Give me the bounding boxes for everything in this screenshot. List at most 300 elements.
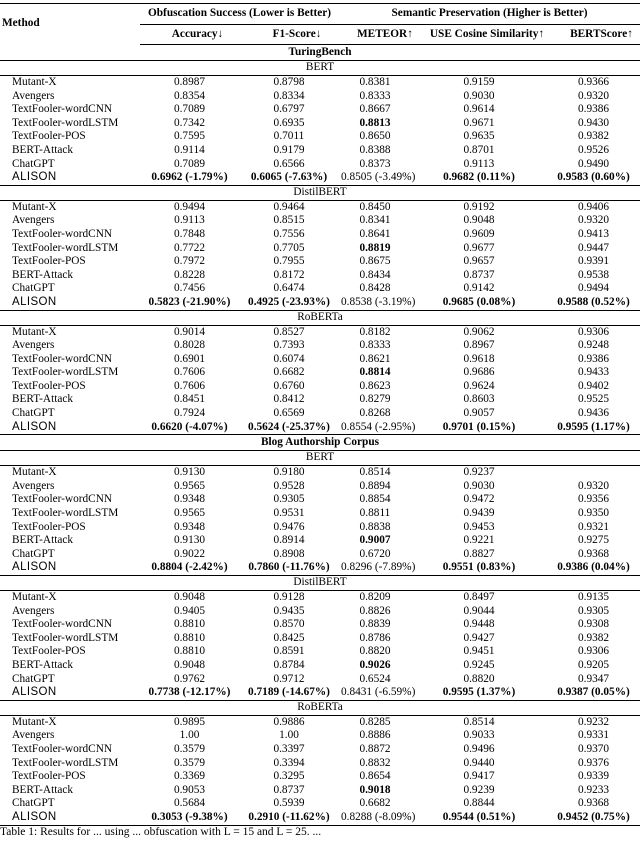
table-row <box>0 255 640 269</box>
metric-cell: 0.8839 <box>359 618 391 631</box>
metric-cell: 0.8209 <box>359 591 391 603</box>
table-row <box>0 171 640 185</box>
metric-cell: 0.7722 <box>173 241 206 254</box>
method-name: Mutant-X <box>12 325 57 338</box>
metric-cell: 0.8514 <box>463 715 495 728</box>
metric-cell: 0.8650 <box>359 130 391 143</box>
model-name: DistilBERT <box>0 576 640 591</box>
metric-cell: 0.9135 <box>577 591 610 603</box>
metric-cell <box>239 561 339 575</box>
table-row <box>0 158 640 172</box>
table-row <box>0 466 640 480</box>
metric-cell: 0.8354 <box>173 89 206 102</box>
metric-cell: 0.6569 <box>273 407 305 420</box>
metric-cell: 0.9618 <box>463 352 495 365</box>
metric-cell: 0.9142 <box>463 282 495 295</box>
metric-cell <box>547 811 640 825</box>
metric-cell: 1.00 <box>179 729 200 742</box>
best-value: 0.3053 (-9.38%) <box>151 810 228 823</box>
metric-cell: 0.9382 <box>577 130 610 143</box>
model-name: RoBERTa <box>0 700 640 715</box>
metric-cell: 0.8570 <box>273 618 305 631</box>
table-row <box>0 548 640 562</box>
metric-cell: 0.8296 (-7.89%) <box>339 561 411 575</box>
metric-cell: 0.3397 <box>273 742 305 755</box>
metric-cell: 0.9406 <box>577 200 610 213</box>
metric-cell <box>140 421 239 435</box>
table-row <box>0 521 640 535</box>
metric-cell: 0.8811 <box>359 507 391 520</box>
metric-cell: 0.8172 <box>273 268 305 281</box>
metric-cell: 0.8515 <box>273 214 305 227</box>
model-header-row <box>0 185 640 200</box>
metric-cell <box>411 171 547 185</box>
model-header-row <box>0 310 640 325</box>
best-value: 0.9588 (0.52%) <box>557 295 630 308</box>
metric-cell: 0.8798 <box>273 76 305 88</box>
metric-cell: 0.9386 <box>577 352 610 365</box>
method-header: Method <box>2 17 40 30</box>
table-row <box>0 366 640 380</box>
results-table <box>0 4 640 826</box>
metric-cell: 0.9635 <box>463 130 495 143</box>
best-value: 0.8813 <box>359 116 391 129</box>
dataset-name: TuringBench <box>0 45 640 61</box>
metric-cell: 0.6682 <box>359 797 391 810</box>
metric-cell: 0.8431 (-6.59%) <box>339 686 411 700</box>
metric-cell: 0.8914 <box>273 534 305 547</box>
metric-cell: 0.9305 <box>273 493 305 506</box>
metric-cell: 0.9331 <box>577 729 610 742</box>
best-value: 0.9007 <box>359 534 391 547</box>
metric-cell: 0.8886 <box>359 729 391 742</box>
metric-cell: 0.9339 <box>577 770 610 783</box>
metric-cell: 0.8667 <box>359 103 391 116</box>
metric-cell: 0.7972 <box>173 255 206 268</box>
metric-cell: 0.7556 <box>273 227 305 240</box>
table-row <box>0 353 640 367</box>
metric-cell: 0.9439 <box>463 507 495 520</box>
metric-cell: 0.9686 <box>463 366 495 379</box>
metric-cell: 0.8603 <box>463 393 495 406</box>
table-row <box>0 743 640 757</box>
metric-cell: 0.8810 <box>173 631 206 644</box>
metric-cell: 0.9128 <box>273 591 305 603</box>
metric-cell: 0.9113 <box>174 214 205 227</box>
method-name: Mutant-X <box>12 200 57 213</box>
metric-cell: 0.9114 <box>174 143 205 156</box>
table-row <box>0 144 640 158</box>
metric-cell: 0.9275 <box>577 534 610 547</box>
metric-cell: 0.9048 <box>463 214 495 227</box>
metric-cell: 0.8279 <box>359 393 391 406</box>
table-row <box>0 507 640 521</box>
metric-cell: 0.9366 <box>577 76 610 88</box>
method-name: TextFooler-wordLSTM <box>12 116 119 129</box>
table-row <box>0 90 640 104</box>
best-value: 0.9701 (0.15%) <box>442 420 516 433</box>
best-value: 0.9595 (1.17%) <box>557 420 630 433</box>
metric-cell: 0.9391 <box>577 255 610 268</box>
metric-cell <box>239 811 339 825</box>
method-name: ChatGPT <box>12 797 55 810</box>
metric-cell: 0.7393 <box>273 339 305 352</box>
model-name: DistilBERT <box>0 185 640 200</box>
metric-header-accuracy: Accuracy↓ <box>140 25 239 45</box>
metric-cell: 0.7011 <box>273 130 305 143</box>
metric-cell: 0.3579 <box>173 742 206 755</box>
metric-cell: 0.9886 <box>273 715 305 728</box>
metric-cell: 0.5684 <box>173 797 206 810</box>
metric-cell <box>339 117 411 131</box>
dataset-name: Blog Authorship Corpus <box>0 435 640 451</box>
semantic-group-header: Semantic Preservation (Higher is Better) <box>339 4 640 25</box>
method-name: TextFooler-POS <box>12 770 86 783</box>
best-value: 0.5823 (-21.90%) <box>148 295 231 308</box>
metric-cell: 0.9405 <box>173 604 206 617</box>
metric-cell: 0.9895 <box>173 715 206 728</box>
metric-cell: 0.9306 <box>577 645 610 658</box>
table-row <box>0 591 640 605</box>
method-name: BERT-Attack <box>12 534 74 547</box>
metric-cell: 0.8810 <box>173 645 206 658</box>
metric-cell: 0.9417 <box>463 770 495 783</box>
metric-cell: 0.9053 <box>173 783 206 796</box>
best-value: 0.9018 <box>359 783 391 796</box>
metric-cell: 0.8285 <box>359 715 391 728</box>
metric-cell: 0.8737 <box>463 268 495 281</box>
table-row <box>0 282 640 296</box>
metric-cell: 0.9320 <box>577 479 610 492</box>
best-value: 0.9595 (1.37%) <box>442 686 516 699</box>
method-name: TextFooler-POS <box>12 255 86 268</box>
best-value: 0.7738 (-12.17%) <box>148 686 231 699</box>
metric-cell: 0.7089 <box>173 157 206 170</box>
method-name: ChatGPT <box>12 157 55 170</box>
metric-cell: 0.8334 <box>273 89 305 102</box>
metric-cell: 0.7595 <box>173 130 206 143</box>
method-name: TextFooler-wordLSTM <box>12 756 119 769</box>
table-row <box>0 325 640 339</box>
metric-cell: 0.8675 <box>359 255 391 268</box>
metric-cell: 0.8872 <box>359 742 391 755</box>
metric-cell: 0.9440 <box>463 756 495 769</box>
method-name: BERT-Attack <box>12 268 74 281</box>
metric-cell: 0.6474 <box>273 282 305 295</box>
metric-cell <box>547 421 640 435</box>
best-value: 0.6962 (-1.79%) <box>151 171 228 184</box>
metric-cell: 0.6797 <box>273 103 305 116</box>
metric-cell: 0.9030 <box>463 89 495 102</box>
metric-cell: 0.8621 <box>359 352 391 365</box>
method-name: ALISON <box>0 296 140 310</box>
metric-cell: 0.9538 <box>577 268 610 281</box>
model-header-row <box>0 61 640 76</box>
metric-cell: 0.8844 <box>463 797 495 810</box>
best-value: 0.9544 (0.51%) <box>442 810 516 823</box>
metric-cell: 0.9239 <box>463 783 495 796</box>
table-row <box>0 645 640 659</box>
metric-cell: 0.9624 <box>463 379 495 392</box>
best-value: 0.7860 (-11.76%) <box>248 561 330 574</box>
best-value: 0.9551 (0.83%) <box>442 561 516 574</box>
method-name: Mutant-X <box>12 466 57 479</box>
metric-header-use: USE Cosine Similarity↑ <box>411 25 547 45</box>
best-value: 0.9682 (0.11%) <box>443 171 515 184</box>
metric-cell: 0.9320 <box>577 89 610 102</box>
table-row <box>0 757 640 771</box>
best-value: 0.9452 (0.75%) <box>557 810 630 823</box>
model-name: BERT <box>0 61 640 76</box>
metric-cell: 0.9376 <box>577 756 610 769</box>
table-row <box>0 561 640 575</box>
model-header-row <box>0 576 640 591</box>
metric-cell: 0.6682 <box>273 366 305 379</box>
method-name: BERT-Attack <box>12 143 74 156</box>
table-row <box>0 686 640 700</box>
metric-cell: 0.9762 <box>173 672 206 685</box>
metric-cell: 0.8810 <box>173 618 206 631</box>
method-name: Avengers <box>12 89 55 102</box>
obfuscation-group-header: Obfuscation Success (Lower is Better) <box>140 4 339 25</box>
metric-cell: 0.9305 <box>577 604 610 617</box>
metric-cell: 0.8826 <box>359 604 391 617</box>
metric-cell <box>411 811 547 825</box>
metric-cell: 0.6524 <box>359 672 391 685</box>
metric-cell: 0.9528 <box>273 479 305 492</box>
metric-cell <box>411 421 547 435</box>
best-value: 0.9387 (0.05%) <box>557 686 630 699</box>
best-value: 0.6065 (-7.63%) <box>250 171 328 184</box>
table-row <box>0 380 640 394</box>
table-row <box>0 534 640 548</box>
method-name: Avengers <box>12 214 55 227</box>
metric-cell: 0.9386 <box>577 103 610 116</box>
metric-cell: 0.9232 <box>577 715 610 728</box>
metric-cell: 0.9350 <box>577 507 610 520</box>
metric-cell <box>140 171 239 185</box>
metric-cell: 0.8701 <box>463 143 495 156</box>
best-value: 0.4925 (-23.93%) <box>248 295 330 308</box>
metric-cell: 0.9368 <box>577 797 610 810</box>
table-row <box>0 632 640 646</box>
metric-cell: 0.8838 <box>359 520 391 533</box>
model-header-row <box>0 700 640 715</box>
metric-cell: 0.9413 <box>577 227 610 240</box>
dataset-header-row <box>0 45 640 61</box>
metric-cell: 0.9044 <box>463 604 495 617</box>
method-name: TextFooler-wordCNN <box>12 103 113 116</box>
metric-cell: 0.9180 <box>273 466 305 479</box>
metric-cell: 0.8028 <box>173 339 206 352</box>
table-row <box>0 797 640 811</box>
best-value: 0.6620 (-4.07%) <box>151 420 228 433</box>
metric-cell: 0.9048 <box>173 591 206 603</box>
metric-cell: 0.8854 <box>359 493 391 506</box>
method-name: BERT-Attack <box>12 658 74 671</box>
metric-cell: 0.6901 <box>173 352 206 365</box>
table-row <box>0 729 640 743</box>
metric-cell: 0.9476 <box>273 520 305 533</box>
metric-cell: 0.8784 <box>273 658 305 671</box>
model-header-row <box>0 451 640 466</box>
metric-cell: 0.9565 <box>173 479 206 492</box>
metric-cell: 0.9382 <box>577 631 610 644</box>
metric-cell: 0.9435 <box>273 604 305 617</box>
best-value: 0.9026 <box>359 658 391 671</box>
metric-cell: 0.9321 <box>577 520 610 533</box>
method-name: Avengers <box>12 339 55 352</box>
method-name: ALISON <box>0 811 140 825</box>
metric-cell: 0.9130 <box>173 466 206 479</box>
metric-cell: 0.8987 <box>173 76 206 88</box>
metric-cell <box>140 686 239 700</box>
metric-cell: 0.7342 <box>173 116 206 129</box>
method-name: TextFooler-wordLSTM <box>12 241 119 254</box>
metric-header-f1: F1-Score↓ <box>239 25 339 45</box>
method-name: TextFooler-POS <box>12 520 86 533</box>
empty-cell <box>547 466 640 480</box>
metric-cell: 0.8908 <box>273 547 305 560</box>
metric-cell: 0.9712 <box>273 672 305 685</box>
table-row <box>0 421 640 435</box>
metric-cell: 0.7606 <box>173 379 206 392</box>
best-value: 0.2910 (-11.62%) <box>248 810 330 823</box>
metric-cell: 0.9233 <box>577 783 610 796</box>
method-name: TextFooler-wordLSTM <box>12 631 119 644</box>
metric-cell: 0.9436 <box>577 407 610 420</box>
metric-cell: 0.9464 <box>273 200 305 213</box>
table-row <box>0 673 640 687</box>
metric-cell: 0.8538 (-3.19%) <box>339 296 411 310</box>
metric-cell: 0.8623 <box>359 379 391 392</box>
table-row <box>0 407 640 421</box>
metric-cell <box>411 561 547 575</box>
metric-cell: 0.5939 <box>273 797 305 810</box>
table-row <box>0 103 640 117</box>
metric-cell: 0.7924 <box>173 407 206 420</box>
metric-cell: 0.9490 <box>577 157 610 170</box>
method-name: ALISON <box>0 421 140 435</box>
metric-cell: 0.9525 <box>577 393 610 406</box>
metric-cell: 0.9179 <box>273 143 305 156</box>
metric-cell: 0.9030 <box>463 479 495 492</box>
metric-cell <box>547 171 640 185</box>
metric-cell <box>239 296 339 310</box>
metric-cell: 0.7089 <box>173 103 206 116</box>
metric-cell: 0.9451 <box>463 645 495 658</box>
method-name: BERT-Attack <box>12 783 74 796</box>
metric-cell: 0.3369 <box>173 770 206 783</box>
method-name: Avengers <box>12 604 55 617</box>
metric-cell: 0.8450 <box>359 200 391 213</box>
metric-cell: 0.9402 <box>577 379 610 392</box>
metric-cell: 0.9671 <box>463 116 495 129</box>
metric-cell: 0.9496 <box>463 742 495 755</box>
metric-cell: 0.9159 <box>463 76 495 88</box>
best-value: 0.9386 (0.04%) <box>557 561 630 574</box>
method-name: TextFooler-wordCNN <box>12 493 113 506</box>
table-row <box>0 130 640 144</box>
metric-cell <box>339 784 411 798</box>
results-body <box>0 45 640 826</box>
method-name: TextFooler-POS <box>12 379 86 392</box>
table-row <box>0 618 640 632</box>
table-row <box>0 480 640 494</box>
metric-cell: 0.8514 <box>359 466 391 479</box>
metric-cell: 0.8381 <box>359 76 391 88</box>
metric-cell: 0.8786 <box>359 631 391 644</box>
metric-cell: 0.9237 <box>463 466 495 479</box>
metric-cell: 0.6074 <box>273 352 305 365</box>
metric-cell: 0.9433 <box>577 366 610 379</box>
metric-cell: 0.8425 <box>273 631 305 644</box>
metric-cell: 0.3579 <box>173 756 206 769</box>
table-row <box>0 770 640 784</box>
metric-cell <box>339 366 411 380</box>
method-name: TextFooler-wordLSTM <box>12 507 119 520</box>
metric-cell: 0.9033 <box>463 729 495 742</box>
method-name: Mutant-X <box>12 591 57 603</box>
method-name: TextFooler-wordLSTM <box>12 366 119 379</box>
table-row <box>0 228 640 242</box>
metric-cell: 0.9453 <box>463 520 495 533</box>
metric-cell: 0.8428 <box>359 282 391 295</box>
metric-cell: 0.9221 <box>463 534 495 547</box>
method-name: BERT-Attack <box>12 393 74 406</box>
metric-cell: 1.00 <box>279 729 299 742</box>
metric-cell: 0.9677 <box>463 241 495 254</box>
model-name: RoBERTa <box>0 310 640 325</box>
metric-cell: 0.7606 <box>173 366 206 379</box>
metric-cell: 0.8434 <box>359 268 391 281</box>
metric-cell <box>239 421 339 435</box>
metric-cell: 0.9472 <box>463 493 495 506</box>
table-row <box>0 811 640 825</box>
metric-cell: 0.9113 <box>463 157 495 170</box>
metric-cell: 0.8820 <box>463 672 495 685</box>
metric-cell: 0.8228 <box>173 268 206 281</box>
metric-cell <box>547 561 640 575</box>
metric-cell <box>339 534 411 548</box>
metric-cell: 0.9609 <box>463 227 495 240</box>
table-row <box>0 393 640 407</box>
metric-cell: 0.9248 <box>577 339 610 352</box>
metric-cell: 0.8894 <box>359 479 391 492</box>
metric-cell: 0.6935 <box>273 116 305 129</box>
metric-cell: 0.8451 <box>173 393 206 406</box>
metric-cell: 0.9368 <box>577 547 610 560</box>
table-row <box>0 76 640 90</box>
metric-cell: 0.8288 (-8.09%) <box>339 811 411 825</box>
model-name: BERT <box>0 451 640 466</box>
metric-cell: 0.8373 <box>359 157 391 170</box>
metric-cell: 0.9320 <box>577 214 610 227</box>
metric-cell: 0.7456 <box>173 282 206 295</box>
metric-cell: 0.9347 <box>577 672 610 685</box>
table-row <box>0 200 640 214</box>
method-name: TextFooler-POS <box>12 645 86 658</box>
table-row <box>0 659 640 673</box>
metric-cell: 0.6760 <box>273 379 305 392</box>
table-row <box>0 242 640 256</box>
metric-cell: 0.9062 <box>463 325 495 338</box>
metric-cell: 0.8832 <box>359 756 391 769</box>
metric-cell: 0.3295 <box>273 770 305 783</box>
table-caption: Table 1: Results for ... using ... obfuscation with L = 15 and L = 25. ... <box>0 826 322 838</box>
method-name: TextFooler-POS <box>12 130 86 143</box>
metric-cell: 0.8333 <box>359 339 391 352</box>
